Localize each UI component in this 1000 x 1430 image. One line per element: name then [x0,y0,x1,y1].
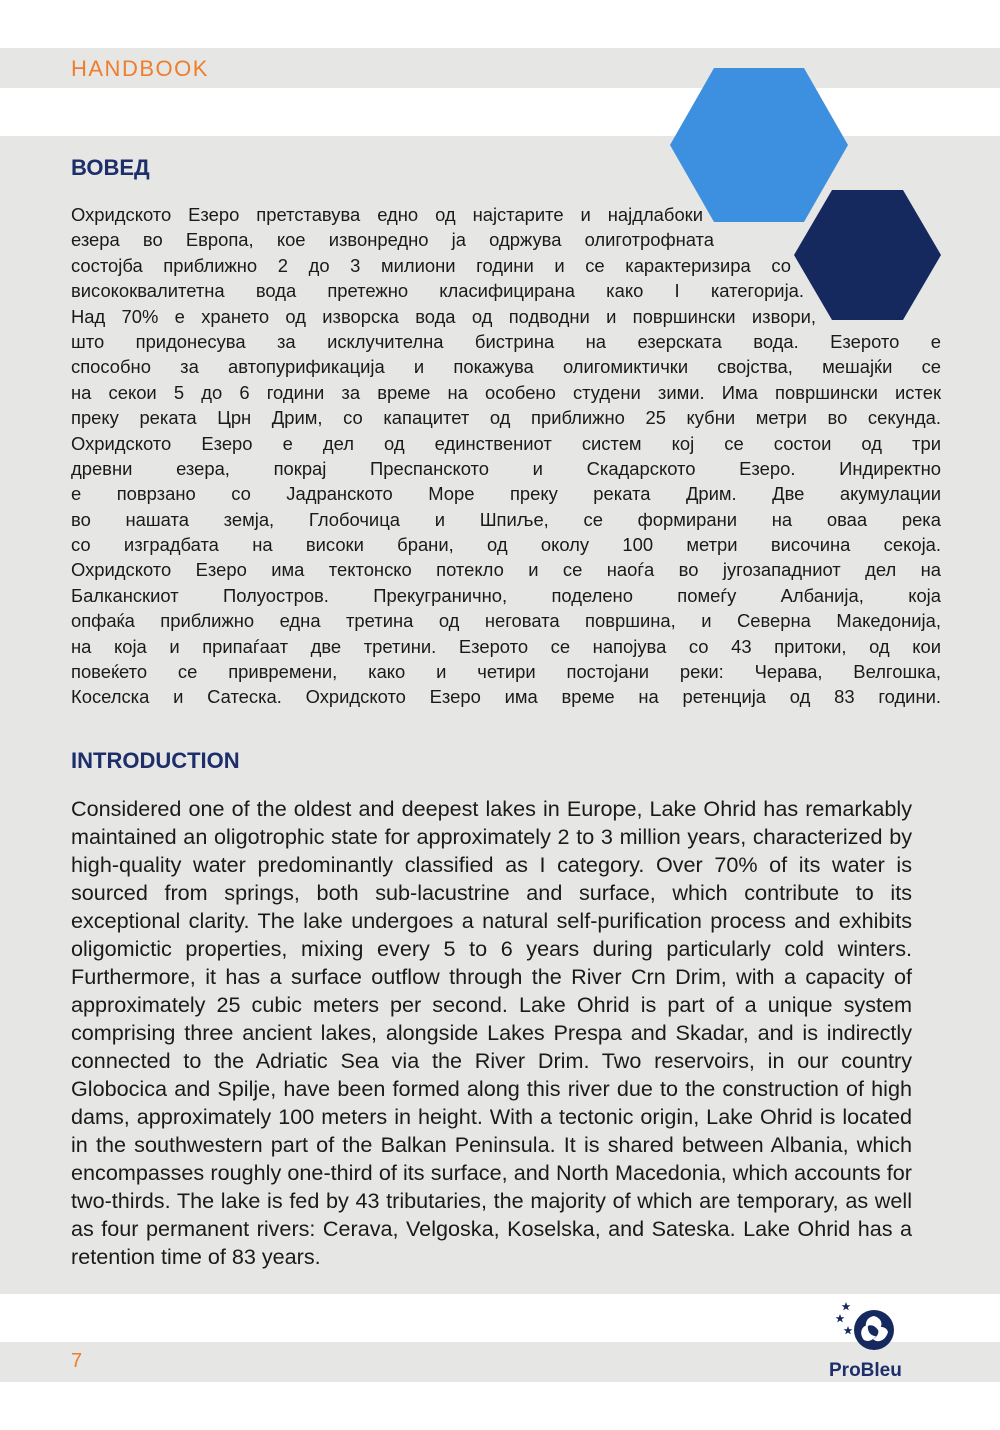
paragraph-line: езера во Европа, кое извонредно ја одржува олиготрофната [71,229,714,251]
paragraph-line: на секои 5 до 6 години за време на особено студени зими. Има површински истек [71,381,941,403]
probleu-logo-icon [834,1302,898,1354]
section-heading-mk: ВОВЕД [71,155,150,180]
paragraph-line: е поврзано со Јадранското Море преку реката Дрим. Две акумулации [71,483,941,505]
paragraph-line: со изградбата на високи брани, од околу 100 метри височина секоја. [71,534,941,556]
english-paragraph: Considered one of the oldest and deepest lakes in Europe, Lake Ohrid has remarkably maintained an oligotrophic state for approximately 2 to 3 million years, characterized by high-quality water predominantly classified as I category. Over 70% of its water is sourced from springs, both sub-lacustrine and surface, which contribute to its exceptional clarity. The lake undergoes a natural self-purification process and exhibits oligomictic properties, mixing every 5 to 6 years during particularly cold winters. Furthermore, it has a surface outflow through the River Crn Drim, with a capacity of approximately 25 cubic meters per second. Lake Ohrid is part of a unique system comprising three ancient lakes, alongside Lakes Prespa and Skadar, and is indirectly connected to the Adriatic Sea via the River Drim. Two reservoirs, in our country Globocica and Spilje, have been formed along this river due to the construction of high dams, approximately 100 meters in height. With a tectonic origin, Lake Ohrid is located in the southwestern part of the Balkan Peninsula. It is shared between Albania, which encompasses roughly one-third of its surface, and North Macedonia, which accounts for two-thirds. The lake is fed by 43 tributaries, the majority of which are temporary, as well as four permanent rivers: Cerava, Velgoska, Koselska, and Sateska. Lake Ohrid has a retention time of 83 years. [71,796,912,1269]
paragraph-line: опфаќа приближно една третина од неговата површина, и Северна Македонија, [71,610,941,632]
paragraph-line: преку реката Црн Дрим, со капацитет од приближно 25 кубни метри во секунда. [71,407,941,429]
page-number: 7 [71,1350,83,1372]
paragraph-line: повеќето се привремени, како и четири постојани реки: Черава, Велгошка, [71,661,941,683]
paragraph-line: состојба приближно 2 до 3 милиони години и се карактеризира со [71,254,791,276]
paragraph-line: Балканскиот Полуостров. Прекугранично, поделено помеѓу Албанија, која [71,584,941,606]
paragraph-line: способно за автопурификација и покажува олигомиктички својства, мешајќи се [71,356,941,378]
section-heading-en: INTRODUCTION [71,748,240,773]
paragraph-line: во нашата земја, Глобочица и Шпиље, се формирани на оваа река [71,508,941,530]
handbook-label: HANDBOOK [71,56,209,81]
paragraph-line: на која и припаѓаат две третини. Езерото се напојува со 43 притоки, од кои [71,635,941,657]
paragraph-line: што придонесува за исклучителна бистрина на езерската вода. Езерото е [71,330,941,352]
paragraph-line: Коселска и Сатеска. Охридското Езеро има време на ретенција од 83 години. [71,686,941,708]
paragraph-line: древни езера, покрај Преспанското и Скадарското Езеро. Индиректно [71,457,941,479]
paragraph-line: Над 70% е хрането од изворска вода од подводни и површински извори, [71,305,816,327]
paragraph-line: Охридското Езеро претставува едно од најстарите и најдлабоки [71,204,703,225]
paragraph-line: Охридското Езеро е дел од единствениот систем кој се состои од три [71,432,941,454]
paragraph-line: висококвалитетна вода претежно класифицирана како I категорија. [71,280,804,302]
logo-text: ProBleu [829,1360,902,1381]
paragraph-line: Охридското Езеро има тектонско потекло и се наоѓа во југозападниот дел на [71,559,941,581]
macedonian-paragraph [71,202,941,710]
